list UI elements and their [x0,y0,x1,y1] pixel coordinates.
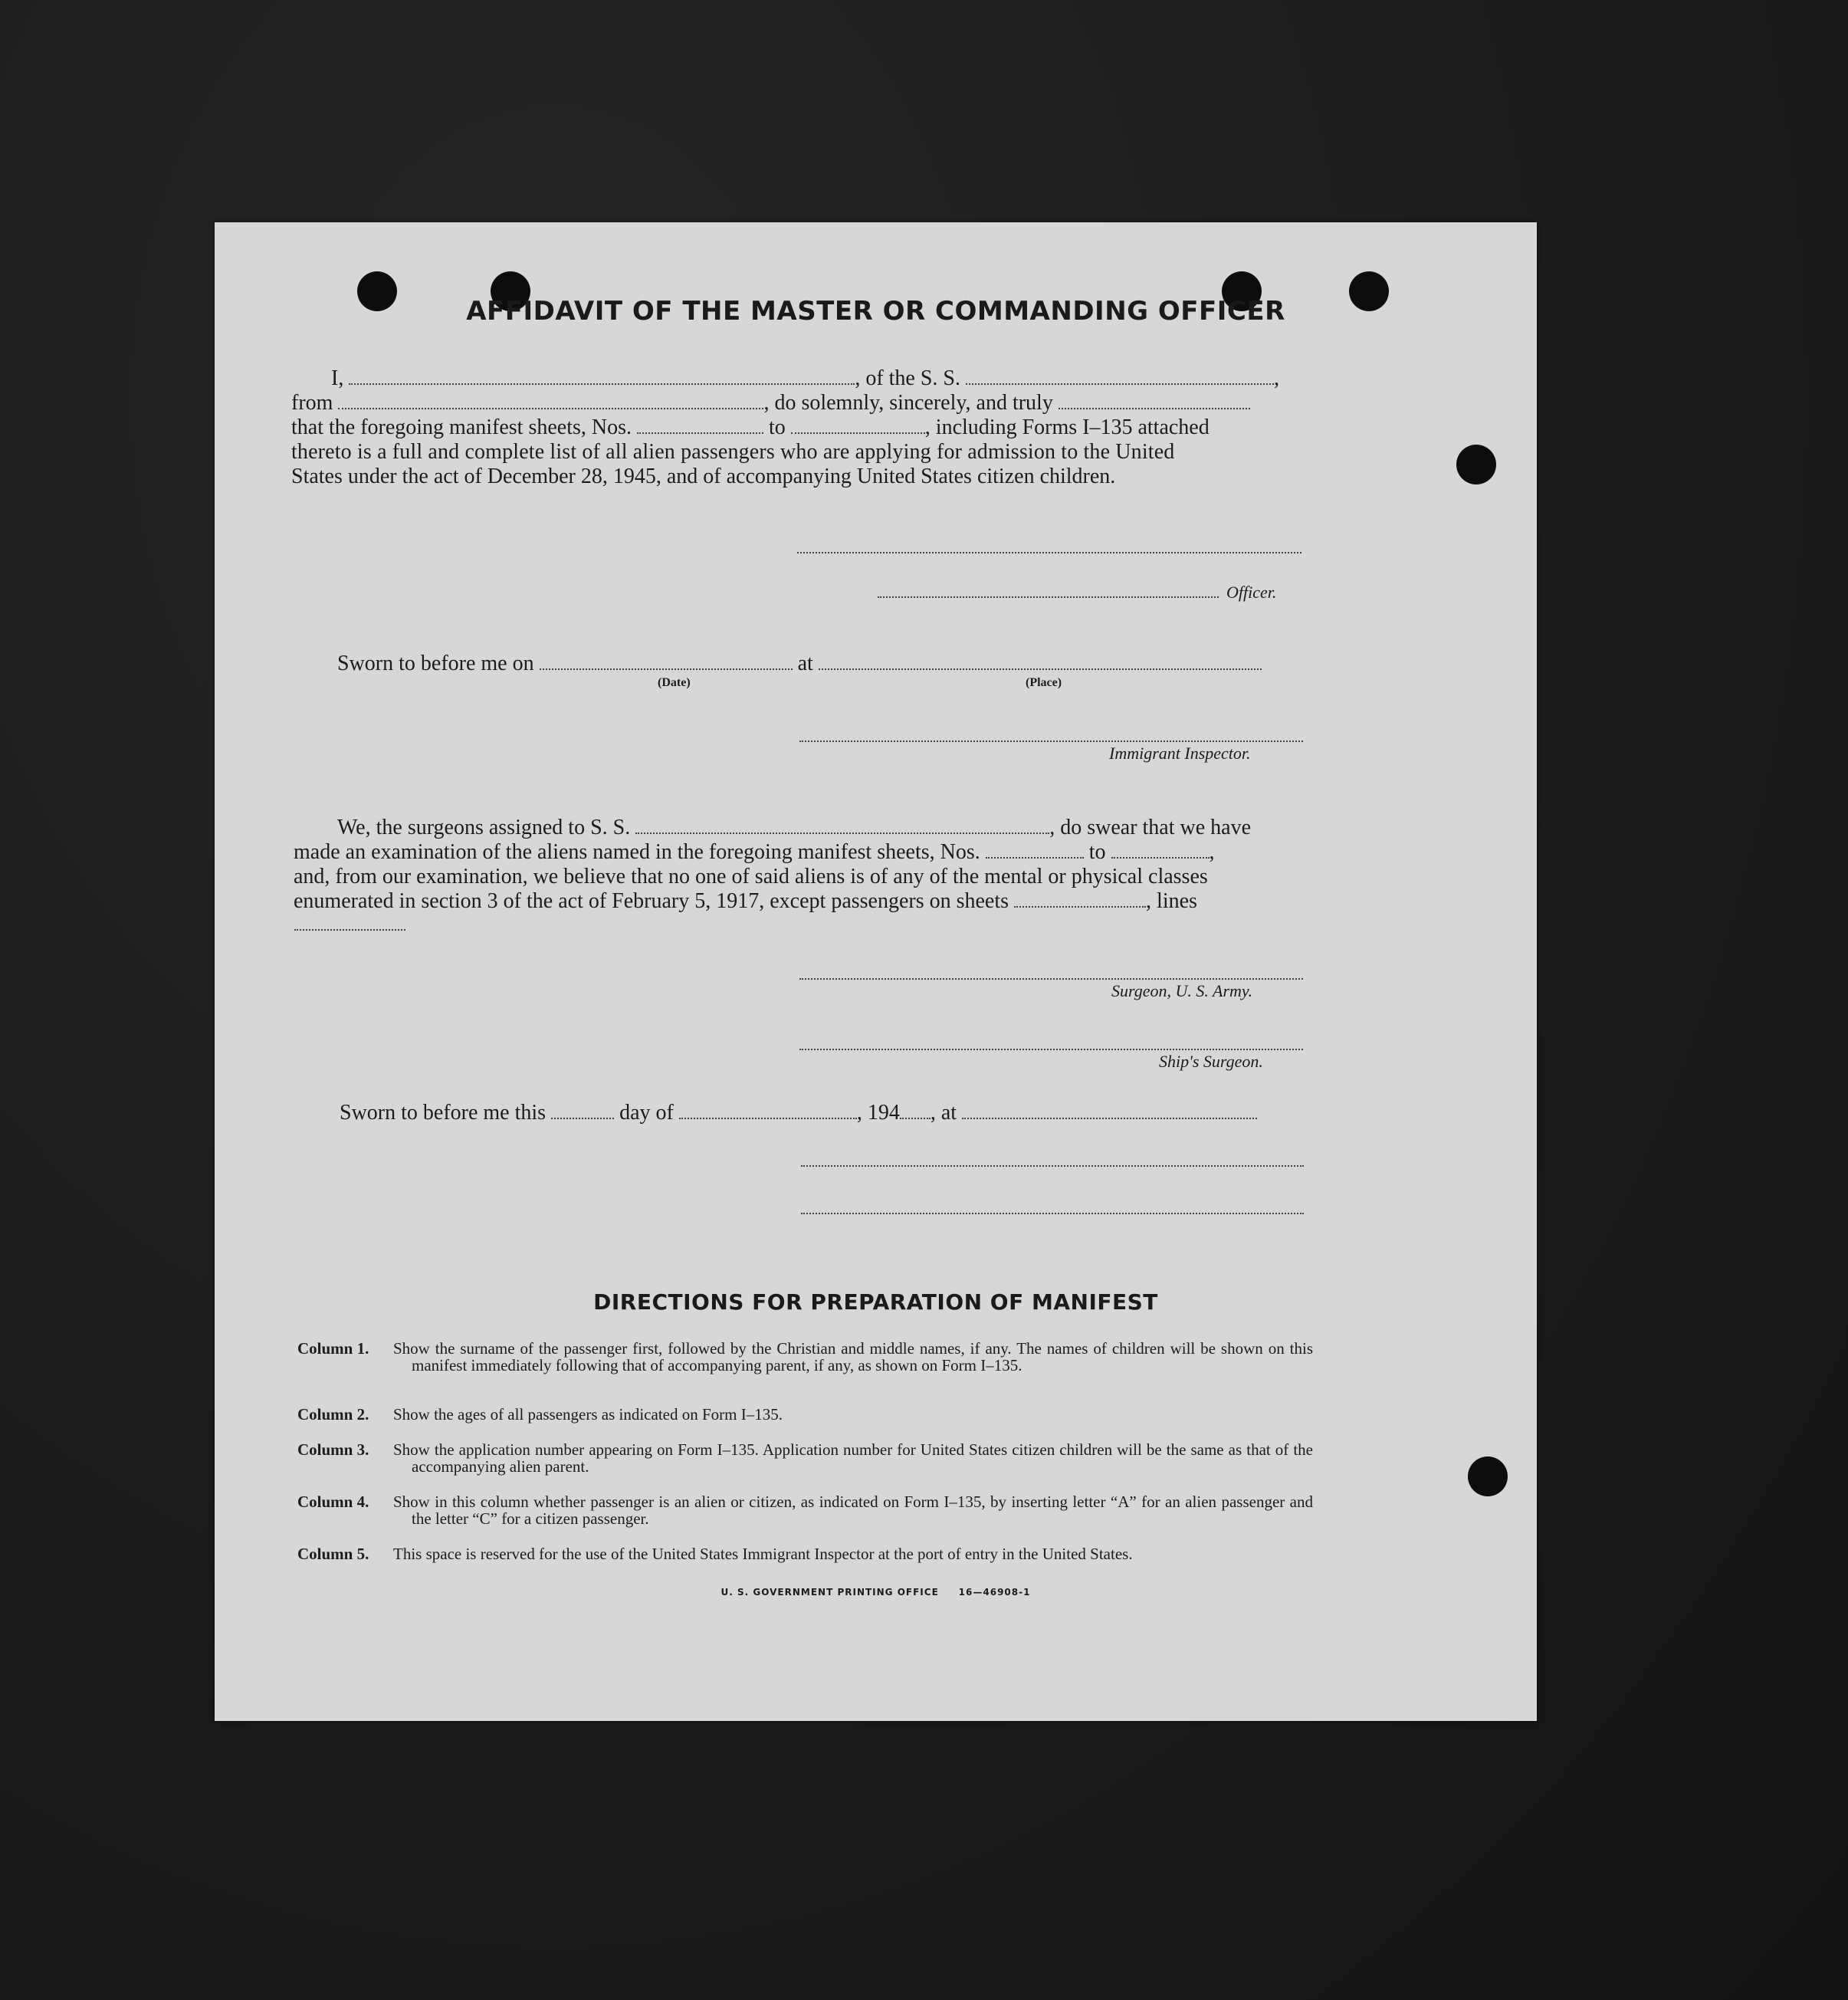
sheet-from-field[interactable] [637,419,763,434]
immigrant-inspector-label: Immigrant Inspector. [1109,744,1251,763]
sworn2-signature-line-1[interactable] [801,1165,1304,1167]
affidavit-title: AFFIDAVIT OF THE MASTER OR COMMANDING OFFICER [466,296,1285,327]
departure-port-field[interactable] [338,394,763,409]
army-surgeon-label: Surgeon, U. S. Army. [1111,981,1252,1000]
master-name-field[interactable] [349,369,855,385]
printing-office-footer: U. S. GOVERNMENT PRINTING OFFICE 16—46908-1 [720,1587,1031,1598]
ship-name-field[interactable] [966,369,1274,385]
officer-signature-line[interactable] [878,596,1219,598]
manifest-form-page [215,222,1537,1721]
officer-label: Officer. [1226,583,1277,602]
inspector-signature-line[interactable] [799,741,1303,742]
surgeons-ship-field[interactable] [635,819,1049,834]
affidavit-line-1: I, , of the S. S. , [331,366,1280,390]
directions-title: DIRECTIONS FOR PREPARATION OF MANIFEST [593,1289,1158,1315]
exception-lines-field[interactable] [294,929,405,931]
affidavit-line-4: thereto is a full and complete list of all alien passengers who are applying for admission to the United [291,440,1175,464]
surgeon-sheet-to-field[interactable] [1111,843,1210,859]
sworn-day-field[interactable] [551,1104,614,1119]
surgeon-sheet-from-field[interactable] [986,843,1084,859]
direction-column-3: Column 3. Show the application number appearing on Form I–135. Application number for United States citizen children will be the same as that of the accompanying alien parent. [297,1440,1313,1476]
affidavit-line-5: States under the act of December 28, 1945, and of accompanying United States citizen children. [291,465,1116,488]
affidavit-line-2: from , do solemnly, sincerely, and truly [291,391,1250,415]
ship-surgeon-label: Ship's Surgeon. [1159,1052,1263,1071]
sworn-year-field[interactable] [900,1104,931,1119]
ship-surgeon-signature-line[interactable] [799,1049,1303,1050]
sworn-line-2: Sworn to before me this day of , 194 , at [340,1101,1257,1125]
surgeons-line-4: enumerated in section 3 of the act of February 5, 1917, except passengers on sheets , lines [294,889,1197,913]
direction-column-1: Column 1. Show the surname of the passenger first, followed by the Christian and middle names, if any. The names of children will be shown on this manifest immediately following that of accompanying parent, if any, as shown on Form I–135. [297,1339,1313,1374]
surgeons-line-2: made an examination of the aliens named in the foregoing manifest sheets, Nos. to , [294,840,1215,864]
sworn-at-field[interactable] [962,1104,1257,1119]
affidavit-blank-field[interactable] [1059,394,1250,409]
surgeons-line-1: We, the surgeons assigned to S. S. , do swear that we have [337,816,1252,839]
punch-hole [1468,1456,1508,1496]
sworn2-signature-line-2[interactable] [801,1213,1304,1214]
sworn-place-field[interactable] [819,655,1262,670]
punch-hole [1456,445,1496,484]
sheet-to-field[interactable] [791,419,925,434]
direction-column-4: Column 4. Show in this column whether passenger is an alien or citizen, as indicated on Form I–135, by inserting letter “A” for an alien passenger and the letter “C” for a citizen passenger. [297,1493,1313,1528]
affidavit-line-3: that the foregoing manifest sheets, Nos. to , including Forms I–135 attached [291,415,1210,439]
date-caption: (Date) [658,676,691,689]
army-surgeon-signature-line[interactable] [799,978,1303,980]
sworn-date-field[interactable] [540,655,793,670]
sworn-line-1: Sworn to before me on at [337,652,1262,676]
surgeons-line-3: and, from our examination, we believe that no one of said aliens is of any of the mental or physical classes [294,865,1208,888]
master-signature-line[interactable] [797,552,1301,553]
direction-column-5: Column 5. This space is reserved for the use of the United States Immigrant Inspector at the port of entry in the United States. [297,1545,1133,1563]
place-caption: (Place) [1026,676,1062,689]
sworn-month-field[interactable] [679,1104,857,1119]
direction-column-2: Column 2. Show the ages of all passengers as indicated on Form I–135. [297,1405,783,1424]
exception-sheets-field[interactable] [1014,892,1146,908]
